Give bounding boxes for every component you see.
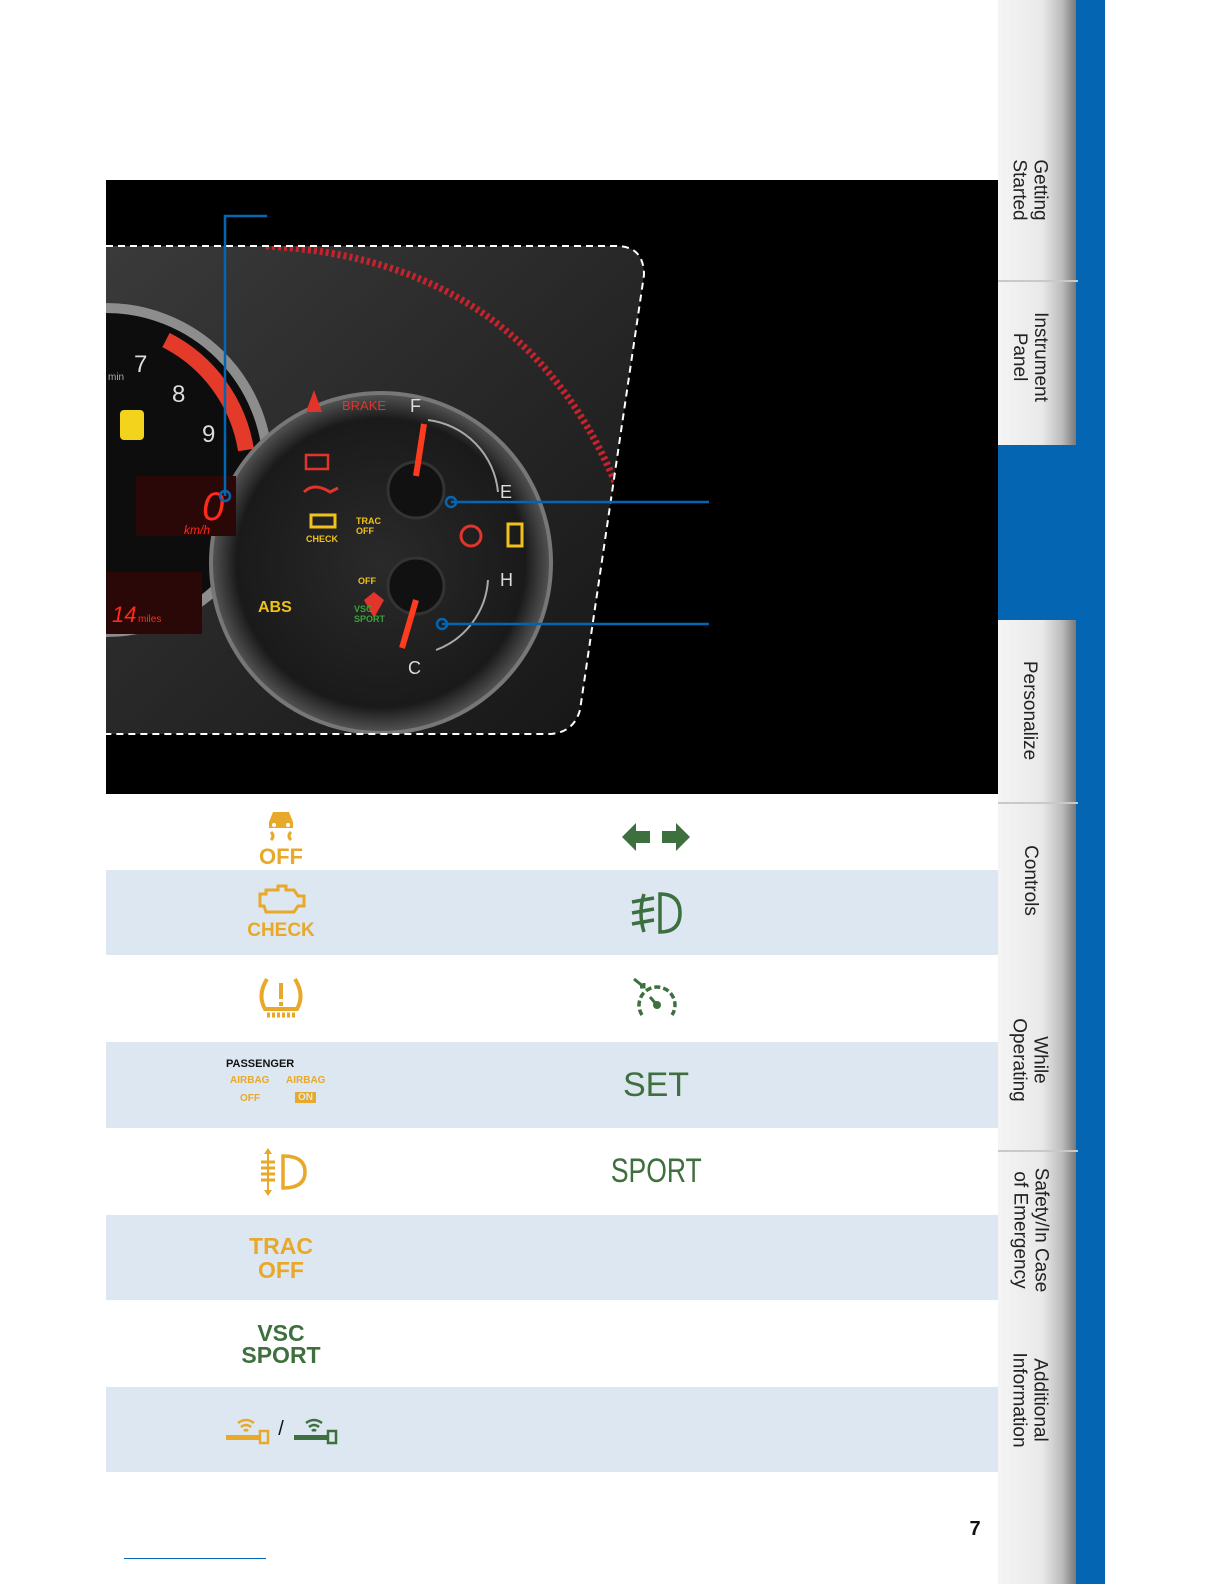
temp-hot-label: H [500, 570, 513, 590]
table-row [106, 955, 998, 1042]
tab-safety-emergency[interactable] [1008, 1155, 1052, 1305]
table-row [106, 870, 998, 955]
front-fog-light-icon [628, 890, 684, 936]
indicator-cell [166, 1215, 396, 1300]
odometer: 14 [112, 602, 137, 627]
shift-indicator-green-icon [292, 1415, 338, 1445]
on-state-label: ON [295, 1092, 316, 1103]
indicator-cell [536, 1128, 776, 1215]
slash-separator: / [278, 1418, 284, 1440]
fuel-empty-label: E [500, 482, 513, 502]
off-state-label: OFF [240, 1093, 260, 1104]
tab-label: Personalize [1019, 660, 1041, 760]
speed-unit: km/h [184, 523, 211, 537]
digital-speed: 0 [202, 485, 225, 529]
shift-indicator-amber-icon [224, 1415, 270, 1445]
tab-instrument-panel[interactable] [1008, 282, 1052, 432]
table-row [106, 1387, 998, 1472]
tab-label: Controls [1019, 844, 1041, 916]
table-row [106, 1300, 998, 1387]
indicator-cell [536, 794, 776, 879]
table-row [106, 1215, 998, 1300]
temp-cold-label: C [408, 658, 421, 678]
brake-label: BRAKE [342, 398, 387, 413]
indicator-cell [166, 1128, 396, 1215]
sport-indicator: SPORT [610, 1152, 702, 1190]
tab-getting-started[interactable] [1008, 110, 1052, 270]
tab-label: While Operating [1009, 1018, 1052, 1102]
tach-number: 9 [202, 421, 216, 448]
odometer-unit: miles [138, 614, 162, 625]
tab-while-operating[interactable] [1008, 985, 1052, 1135]
table-row [106, 1042, 998, 1128]
passenger-label: PASSENGER [226, 1058, 295, 1070]
tach-unit: min [108, 372, 125, 383]
table-row [106, 794, 998, 879]
airbag-off-label: AIRBAG [230, 1075, 270, 1086]
indicator-cell [536, 1042, 776, 1128]
tab-controls[interactable] [1008, 805, 1052, 955]
tab-label: Instrument Panel [1009, 312, 1052, 402]
trac-off-indicator: TRAC OFF [249, 1232, 313, 1283]
tach-number: 7 [134, 351, 148, 378]
table-row [106, 1128, 998, 1215]
passenger-airbag-icon [226, 1058, 336, 1112]
vsc-sport-indicator: VSC SPORT [241, 1319, 321, 1368]
indicator-cell [536, 955, 776, 1042]
instrument-cluster-image [106, 180, 998, 794]
tab-additional-information[interactable] [1008, 1325, 1052, 1475]
airbag-on-label: AIRBAG [286, 1075, 326, 1086]
indicator-cell [166, 870, 396, 955]
fuel-full-label: F [410, 396, 421, 416]
vsc-sport-label: VSC SPORT [354, 604, 386, 624]
footer-rule [124, 1558, 266, 1559]
set-indicator: SET [622, 1065, 690, 1104]
indicator-cell [166, 1387, 396, 1472]
turn-signal-arrows-icon [620, 821, 692, 853]
abs-label: ABS [258, 599, 292, 616]
check-engine-icon [254, 884, 308, 916]
skid-off-icon [259, 806, 303, 842]
indicator-cell [536, 870, 776, 955]
trac-off-label: TRAC OFF [356, 516, 381, 536]
shift-position-indicator-icon [224, 1415, 338, 1445]
tab-personalize[interactable] [1008, 635, 1052, 785]
headlight-leveling-icon [253, 1146, 309, 1198]
tire-pressure-icon [255, 975, 307, 1023]
tab-label: Additional Information [1009, 1352, 1052, 1448]
tab-divider [998, 1150, 1078, 1152]
cruise-control-icon [630, 975, 682, 1023]
skid-off-label: OFF [259, 844, 303, 869]
indicator-cell [166, 1300, 396, 1387]
off-label: OFF [358, 576, 376, 586]
tab-label: Safety/In Case of Emergency [1009, 1167, 1051, 1293]
check-label: CHECK [306, 534, 339, 544]
tab-divider [998, 802, 1078, 804]
check-engine-label: CHECK [247, 920, 315, 941]
blue-edge-bar [1076, 0, 1105, 1584]
page-number: 7 [969, 1518, 981, 1540]
indicator-cell [166, 955, 396, 1042]
tab-label: Getting Started [1009, 159, 1052, 221]
indicator-cell [166, 794, 396, 879]
indicator-cell [166, 1042, 396, 1128]
tach-number: 8 [172, 381, 186, 408]
